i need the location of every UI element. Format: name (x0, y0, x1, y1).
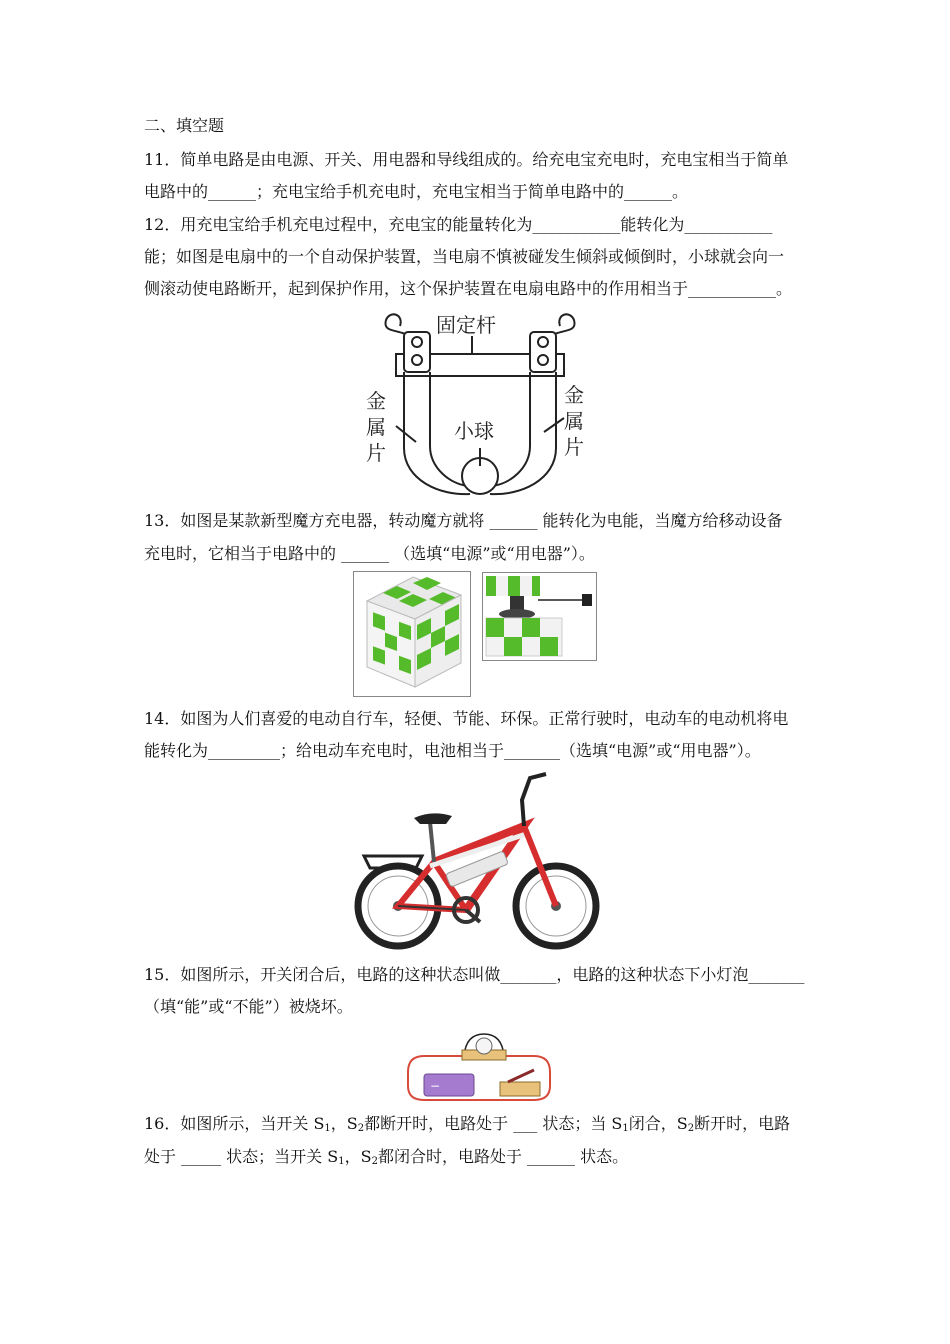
q16-text-c: 都断开时，电路处于 ___ 状态；当 S (364, 1114, 623, 1133)
q12-line3: 侧滚动使电路断开，起到保护作用，这个保护装置在电扇电路中的作用相当于___________。 (144, 279, 793, 298)
section-title: 二、填空题 (144, 116, 225, 135)
cube-charger-detail-image (482, 572, 597, 661)
q12-line2: 能；如图是电扇中的一个自动保护装置，当电扇不慎被碰发生倾斜或倾倒时，小球就会向一 (144, 247, 785, 266)
svg-text:金属片: 金属片 (564, 383, 584, 459)
q16-text-d: 闭合，S (628, 1114, 688, 1133)
q13-line2: 充电时，它相当于电路中的 ______ （选填“电源”或“用电器”）。 (144, 544, 595, 563)
q16-line1 (144, 1114, 790, 1134)
q16-text-f: 处于 _____ 状态；当开关 S (144, 1147, 339, 1166)
q12-line1: 12．用充电宝给手机充电过程中，充电宝的能量转化为___________能转化为___________ (144, 215, 773, 234)
electric-bike-image (350, 770, 602, 952)
q16-text-h: 都闭合时，电路处于 ______ 状态。 (377, 1147, 629, 1166)
right-metal-label (564, 383, 584, 459)
left-metal-label (366, 389, 386, 465)
q16-text-g: ，S (344, 1147, 372, 1166)
q16-sub: 1 (622, 1123, 629, 1134)
q16-text-e: 断开时，电路 (694, 1114, 791, 1133)
ball-label: 小球 (454, 419, 494, 443)
q16-text-a: 16．如图所示，当开关 S (144, 1114, 325, 1133)
protection-device-figure (360, 308, 600, 504)
q16-sub: 2 (357, 1123, 365, 1134)
q15-line1: 15．如图所示，开关闭合后，电路的这种状态叫做_______，电路的这种状态下小灯泡_______ (144, 965, 805, 984)
q16-text-b: ，S (330, 1114, 358, 1133)
q13-line1: 13．如图是某款新型魔方充电器，转动魔方就将 ______ 能转化为电能，当魔方给移动设备 (144, 511, 783, 530)
q15-line2: （填“能”或“不能”）被烧坏。 (144, 997, 353, 1016)
q14-line1: 14．如图为人们喜爱的电动自行车，轻便、节能、环保。正常行驶时，电动车的电动机将电 (144, 709, 789, 728)
q16-sub: 2 (371, 1156, 378, 1167)
svg-text:−: − (430, 1079, 441, 1093)
q16-sub: 2 (687, 1123, 695, 1134)
magic-cube-image (353, 571, 471, 697)
svg-text:金属片: 金属片 (366, 389, 386, 465)
fixed-rod-label: 固定杆 (436, 313, 496, 337)
q16-line2 (144, 1147, 628, 1167)
circuit-figure (404, 1030, 554, 1104)
q16-sub: 1 (338, 1156, 345, 1167)
q16-sub: 1 (324, 1123, 331, 1134)
q11-line1: 11．简单电路是由电源、开关、用电器和导线组成的。给充电宝充电时，充电宝相当于简单 (144, 150, 789, 169)
q11-line2: 电路中的______；充电宝给手机充电时，充电宝相当于简单电路中的______。 (144, 182, 689, 201)
q14-line2: 能转化为_________；给电动车充电时，电池相当于_______（选填“电源”或“用电器”）。 (144, 741, 761, 760)
